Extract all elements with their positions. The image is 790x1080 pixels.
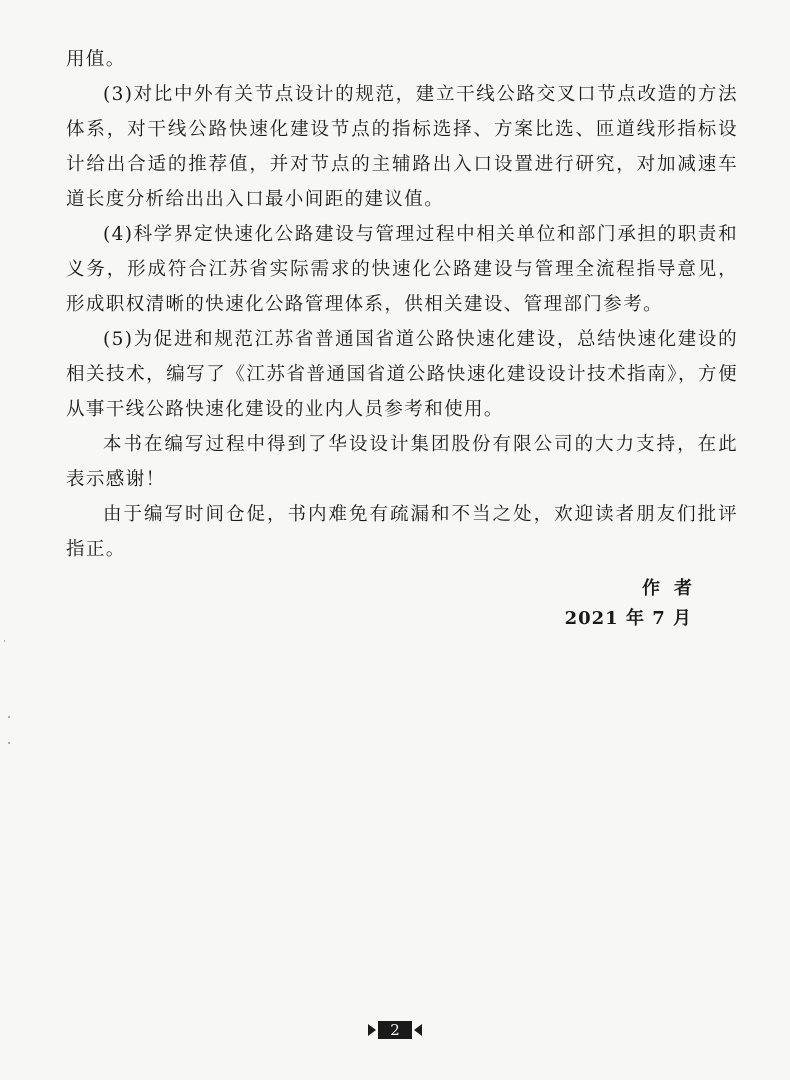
page-number-footer [0, 1021, 790, 1039]
paragraph-item-3: (3)对比中外有关节点设计的规范，建立干线公路交叉口节点改造的方法体系，对干线公路快速化建设节点的指标选择、方案比选、匝道线形指标设计给出合适的推荐值，并对节点的主辅路出入口设置进行研究，对加减速车道长度分析给出出入口最小间距的建议值。 [66, 84, 738, 210]
arrow-left-icon [414, 1024, 422, 1036]
scan-speck [8, 742, 10, 744]
signature-date: 2021 年 7 月 [564, 608, 692, 629]
paragraph-item-4: (4)科学界定快速化公路建设与管理过程中相关单位和部门承担的职责和义务，形成符合江苏省实际需求的快速化公路建设与管理全流程指导意见，形成职权清晰的快速化公路管理体系，供相关建设、管理部门参考。 [66, 224, 738, 315]
arrow-right-icon [368, 1024, 376, 1036]
paragraph-continued: 用值。 [66, 49, 126, 70]
signature-author: 作者 [642, 578, 706, 599]
scan-speck [4, 640, 5, 642]
scan-speck [8, 716, 10, 718]
paragraph-closing: 由于编写时间仓促，书内难免有疏漏和不当之处，欢迎读者朋友们批评指正。 [66, 504, 738, 560]
signature-block [564, 574, 706, 634]
paragraph-item-5: (5)为促进和规范江苏省普通国省道公路快速化建设，总结快速化建设的相关技术，编写了《江苏省普通国省道公路快速化建设设计技术指南》，方便从事干线公路快速化建设的业内人员参考和使用。 [66, 329, 738, 420]
body-text [66, 42, 738, 567]
page-number: 2 [378, 1021, 412, 1039]
paragraph-acknowledgement: 本书在编写过程中得到了华设设计集团股份有限公司的大力支持，在此表示感谢！ [66, 434, 738, 490]
